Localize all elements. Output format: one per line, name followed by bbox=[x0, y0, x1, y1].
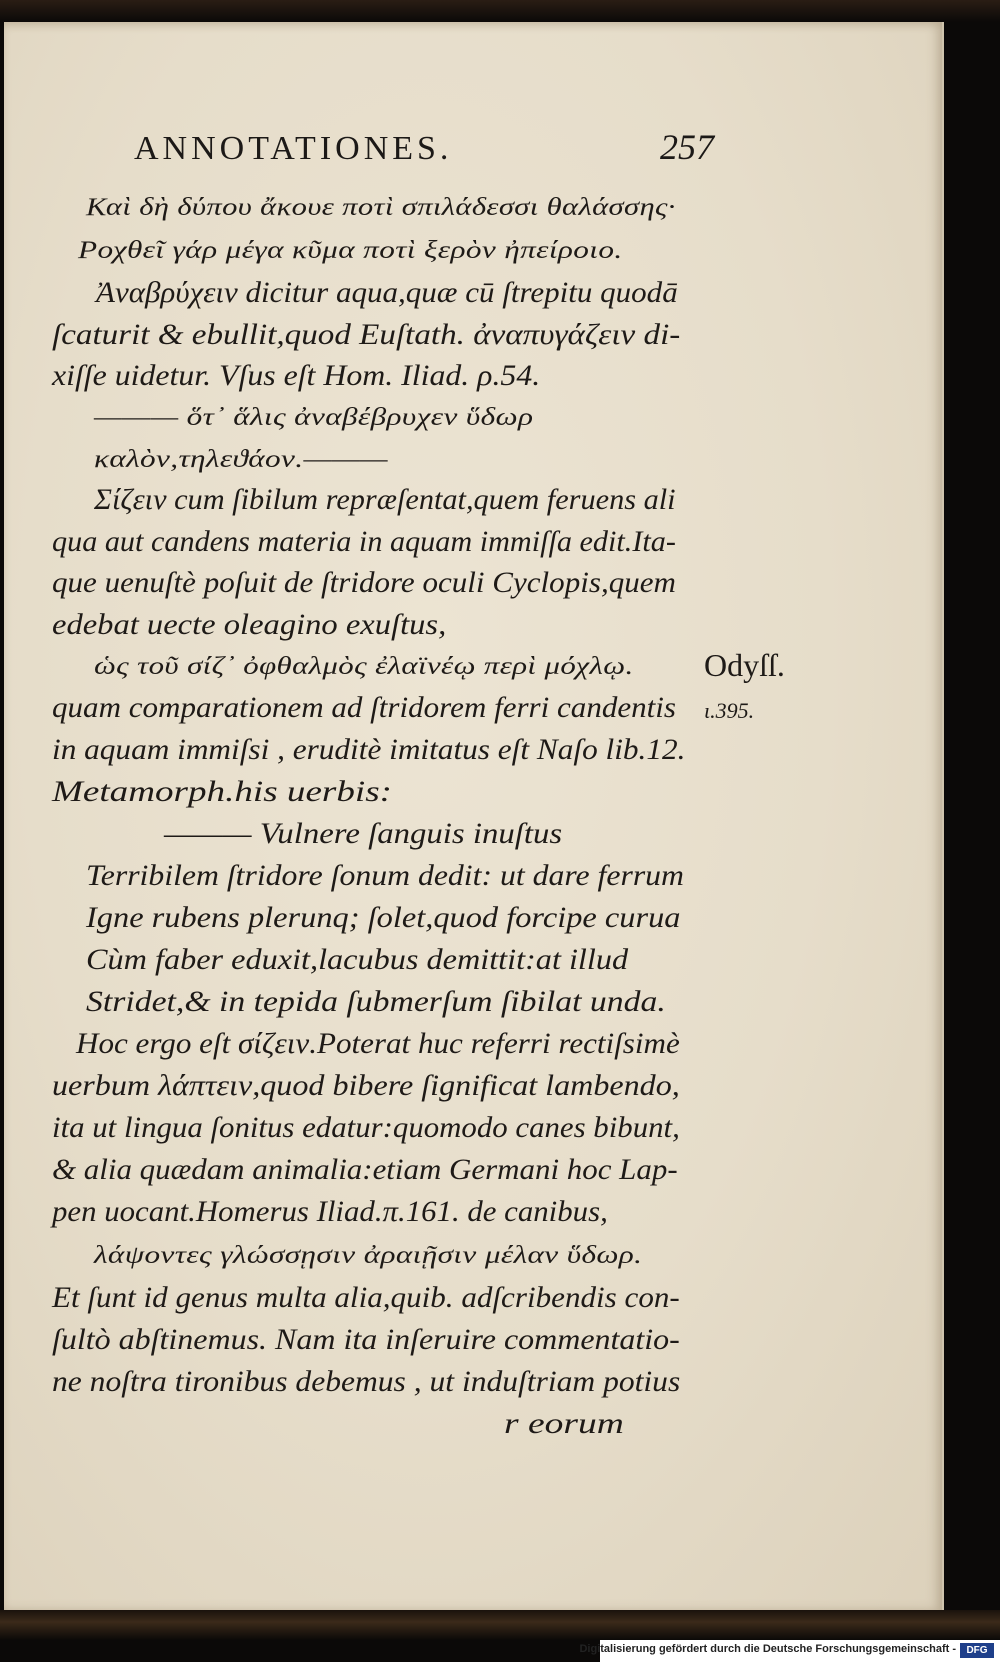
text-line: in aquam immiſsi , eruditè imitatus eſt Naſo lib.12. bbox=[52, 733, 686, 766]
text-line: ita ut lingua ſonitus edatur:quomodo canes bibunt, bbox=[52, 1111, 680, 1144]
text-line: Cùm faber eduxit,lacubus demittit:at illud bbox=[86, 943, 629, 976]
digitization-footer bbox=[579, 1640, 1000, 1662]
text-line: ſultò abſtinemus. Nam ita inſeruire commentatio- bbox=[52, 1323, 680, 1356]
dfg-logo-icon: DFG bbox=[960, 1643, 994, 1658]
book-edge-bottom bbox=[0, 1610, 1000, 1640]
text-line: Ροχθεῖ γάρ μέγα κῦμα ποτὶ ξερὸν ἠπείροιο. bbox=[78, 237, 623, 264]
running-head: ANNOTATIONES. bbox=[134, 130, 453, 167]
text-line: Σίζειν cum ſibilum repræſentat,quem feruens ali bbox=[94, 483, 676, 516]
text-line: r eorum bbox=[504, 1407, 624, 1440]
footer-credit: Digitalisierung gefördert durch die Deutsche Forschungsgemeinschaft - bbox=[579, 1643, 956, 1655]
text-line: λάψοντες γλώσσῃσιν ἀραιῇσιν μέλαν ὕδωρ. bbox=[94, 1242, 643, 1269]
text-line: Καὶ δὴ δύπου ἄκουε ποτὶ σπιλάδεσσι θαλάσσης· bbox=[86, 194, 676, 221]
text-line: Et ſunt id genus multa alia,quib. adſcribendis con- bbox=[52, 1281, 680, 1314]
text-line: ——— ὅτ᾽ ἅλις ἀναβέβρυχεν ὕδωρ bbox=[94, 404, 534, 431]
book-edge-top bbox=[0, 0, 1000, 22]
text-line: xiſſe uidetur. Vſus eſt Hom. Iliad. ρ.54. bbox=[52, 359, 541, 392]
margin-note: Odyſſ. bbox=[704, 647, 785, 683]
text-line: ſcaturit & ebullit,quod Euſtath. ἀναπυγάζειν di- bbox=[52, 318, 681, 351]
page-number: 257 bbox=[660, 127, 714, 167]
text-line: καλὸν,τηλεϑάον.——— bbox=[94, 446, 388, 473]
text-line: Hoc ergo eſt σίζειν.Poterat huc referri rectiſsimè bbox=[76, 1027, 680, 1060]
text-line: que uenuſtè poſuit de ſtridore oculi Cyclopis,quem bbox=[52, 566, 676, 599]
text-line: & alia quædam animalia:etiam Germani hoc Lap- bbox=[52, 1153, 678, 1186]
text-line: Metamorph.his uerbis: bbox=[52, 775, 392, 808]
text-line: uerbum λάπτειν,quod bibere ſignificat lambendo, bbox=[52, 1069, 680, 1102]
text-line: Igne rubens plerunq; ſolet,quod forcipe curua bbox=[86, 901, 681, 934]
text-line: ne noſtra tironibus debemus , ut induſtriam potius bbox=[52, 1365, 681, 1398]
text-line: Terribilem ſtridore ſonum dedit: ut dare ferrum bbox=[86, 859, 684, 892]
text-line: Stridet,& in tepida ſubmerſum ſibilat unda. bbox=[86, 985, 666, 1018]
margin-note: ι.395. bbox=[704, 698, 755, 723]
text-line: Ἀναβρύχειν dicitur aqua,quæ cū ſtrepitu quodā bbox=[96, 276, 678, 309]
text-line: edebat uecte oleagino exuſtus, bbox=[52, 608, 447, 641]
text-line: ——— Vulnere ſanguis inuſtus bbox=[164, 817, 563, 850]
text-line: qua aut candens materia in aquam immiſſa edit.Ita- bbox=[52, 525, 676, 558]
text-line: pen uocant.Homerus Iliad.π.161. de canibus, bbox=[52, 1195, 608, 1228]
page-text-block bbox=[4, 22, 942, 1610]
text-line: ὡς τοῦ σίζ᾽ ὀφθαλμὸς ἐλαϊνέῳ περὶ μόχλῳ. bbox=[94, 653, 634, 680]
text-line: quam comparationem ad ſtridorem ferri candentis bbox=[52, 691, 677, 724]
book-page bbox=[4, 22, 944, 1610]
